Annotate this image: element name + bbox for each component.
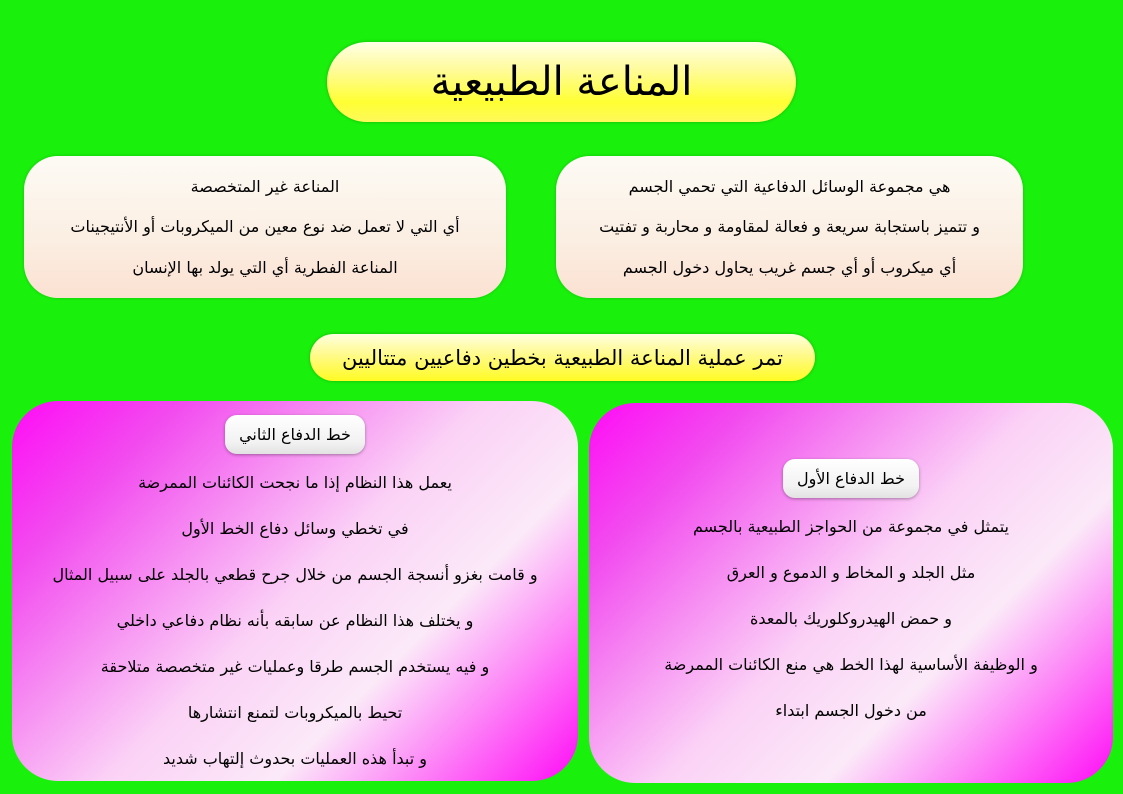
first-defense-line-text (664, 504, 1038, 734)
first-defense-line-panel (589, 403, 1113, 783)
definition-line: هي مجموعة الوسائل الدفاعية التي تحمي الجسم (628, 176, 951, 196)
first-defense-text-line: من دخول الجسم ابتداء (775, 701, 927, 720)
definition-card (556, 156, 1023, 298)
second-defense-line-panel (12, 401, 578, 781)
second-defense-line-label: خط الدفاع الثاني (225, 415, 365, 454)
second-defense-text-line: في تخطي وسائل دفاع الخط الأول (181, 519, 409, 538)
second-defense-text-line: و تبدأ هذه العمليات بحدوث إلتهاب شديد (162, 749, 428, 768)
second-defense-text-line: و فيه يستخدم الجسم طرقا وعمليات غير متخصصة متلاحقة (100, 657, 490, 676)
second-defense-line-text (52, 460, 537, 782)
process-banner: تمر عملية المناعة الطبيعية بخطين دفاعيين متتاليين (310, 334, 815, 381)
first-defense-text-line: مثل الجلد و المخاط و الدموع و العرق (726, 563, 976, 582)
page-title: المناعة الطبيعية (327, 42, 796, 122)
first-defense-text-line: و الوظيفة الأساسية لهذا الخط هي منع الكائنات الممرضة (664, 655, 1038, 674)
nonspecific-line: المناعة غير المتخصصة (190, 176, 340, 196)
nonspecific-immunity-card (24, 156, 506, 298)
definition-line: أي ميكروب أو أي جسم غريب يحاول دخول الجسم (622, 258, 957, 278)
first-defense-text-line: يتمثل في مجموعة من الحواجز الطبيعية بالجسم (692, 517, 1010, 536)
second-defense-text-line: يعمل هذا النظام إذا ما نجحت الكائنات الممرضة (138, 473, 452, 492)
first-defense-text-line: و حمض الهيدروكلوريك بالمعدة (750, 609, 952, 628)
first-defense-line-label: خط الدفاع الأول (783, 459, 919, 498)
second-defense-text-line: تحيط بالميكروبات لتمنع انتشارها (187, 703, 403, 722)
definition-line: و تتميز باستجابة سريعة و فعالة لمقاومة و محاربة و تفتيت (599, 217, 980, 237)
nonspecific-line: المناعة الفطرية أي التي يولد بها الإنسان (132, 258, 398, 278)
second-defense-text-line: و قامت بغزو أنسجة الجسم من خلال جرح قطعي بالجلد على سبيل المثال (52, 565, 538, 584)
second-defense-text-line: و يختلف هذا النظام عن سابقه بأنه نظام دفاعي داخلي (116, 611, 474, 630)
nonspecific-line: أي التي لا تعمل ضد نوع معين من الميكروبات أو الأنتيجينات (70, 217, 460, 237)
